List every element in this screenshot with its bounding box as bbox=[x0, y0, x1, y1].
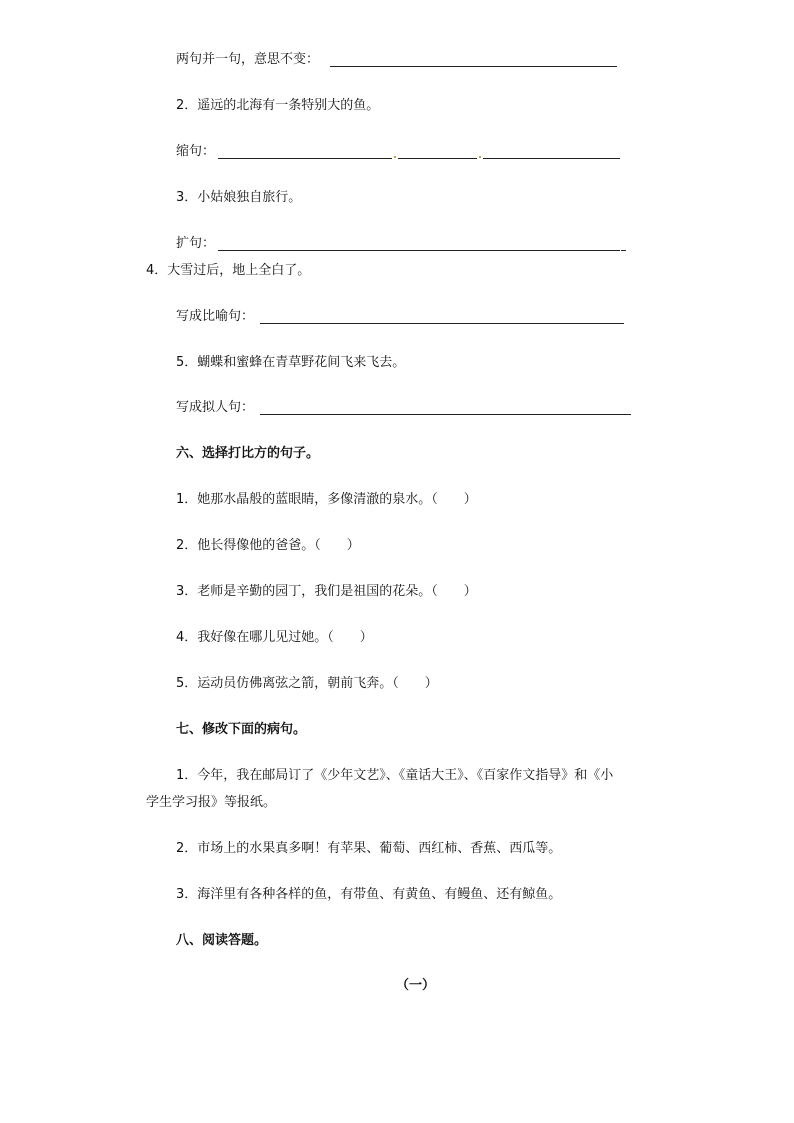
expand-sentence-prompt: 扩句： bbox=[176, 236, 216, 251]
separator-dot-1 bbox=[394, 156, 396, 158]
personification-sentence-prompt: 写成拟人句： bbox=[176, 400, 255, 415]
merge-sentence-prompt: 两句并一句，意思不变： bbox=[176, 52, 320, 67]
choice-item-3: 3．老师是辛勤的园丁，我们是祖国的花朵。（ ） bbox=[176, 584, 477, 599]
choice-item-4: 4．我好像在哪儿见过她。（ ） bbox=[176, 630, 373, 645]
question-2-sentence: 2．遥远的北海有一条特别大的鱼。 bbox=[176, 98, 380, 113]
passage-1-heading: （一） bbox=[396, 978, 436, 993]
simile-sentence-prompt: 写成比喻句： bbox=[176, 309, 255, 324]
shorten-sentence-prompt: 缩句： bbox=[176, 144, 216, 159]
answer-blank-shorten-1[interactable] bbox=[218, 158, 392, 159]
section-8-heading: 八、阅读答题。 bbox=[176, 933, 268, 948]
answer-blank-expand-tail bbox=[621, 250, 626, 251]
separator-dot-2 bbox=[479, 156, 481, 158]
question-4-sentence: 4．大雪过后，地上全白了。 bbox=[146, 263, 311, 278]
question-5-sentence: 5．蝴蝶和蜜蜂在青草野花间飞来飞去。 bbox=[176, 355, 406, 370]
answer-blank-shorten-2[interactable] bbox=[398, 158, 477, 159]
answer-blank-personification[interactable] bbox=[260, 414, 631, 415]
answer-blank-shorten-3[interactable] bbox=[483, 158, 620, 159]
choice-item-2: 2．他长得像他的爸爸。（ ） bbox=[176, 538, 360, 553]
answer-blank-expand[interactable] bbox=[218, 250, 620, 251]
choice-item-1: 1．她那水晶般的蓝眼睛，多像清澈的泉水。（ ） bbox=[176, 492, 477, 507]
choice-item-5: 5．运动员仿佛离弦之箭，朝前飞奔。（ ） bbox=[176, 676, 438, 691]
answer-blank-simile[interactable] bbox=[260, 323, 624, 324]
fix-sentence-2: 2．市场上的水果真多啊！有苹果、葡萄、西红柿、香蕉、西瓜等。 bbox=[176, 841, 562, 856]
answer-blank-merge[interactable] bbox=[330, 66, 617, 67]
fix-sentence-1-line-1: 1．今年，我在邮局订了《少年文艺》、《童话大王》、《百家作文指导》和《小 bbox=[176, 768, 614, 783]
section-6-heading: 六、选择打比方的句子。 bbox=[176, 446, 320, 461]
fix-sentence-1-line-2: 学生学习报》等报纸。 bbox=[146, 795, 277, 810]
fix-sentence-3: 3．海洋里有各种各样的鱼，有带鱼、有黄鱼、有鳗鱼、还有鲸鱼。 bbox=[176, 887, 562, 902]
question-3-sentence: 3．小姑娘独自旅行。 bbox=[176, 190, 302, 205]
section-7-heading: 七、修改下面的病句。 bbox=[176, 722, 307, 737]
